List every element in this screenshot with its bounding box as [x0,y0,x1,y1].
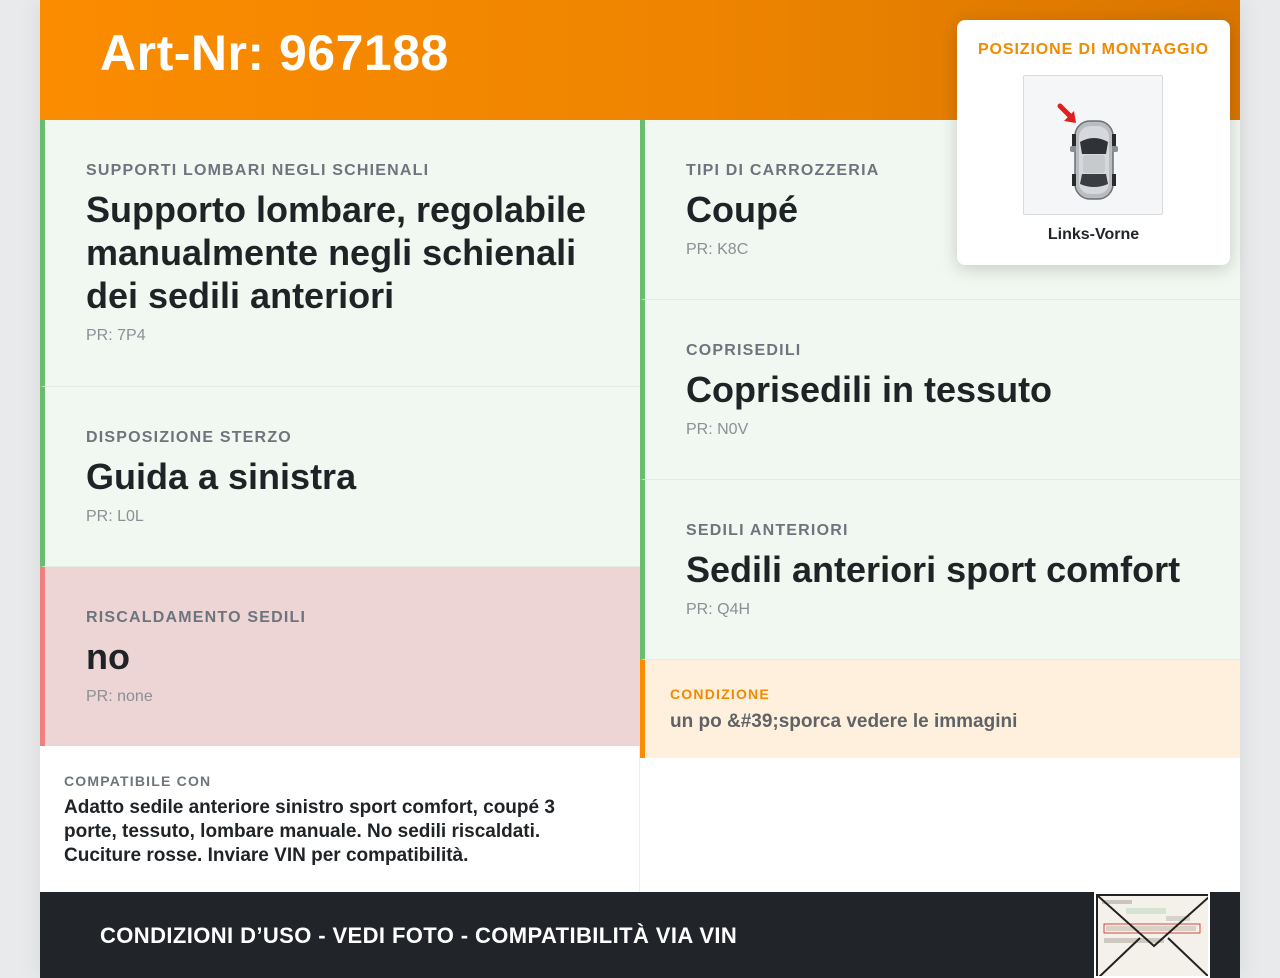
feature-label: SEDILI ANTERIORI [686,522,849,539]
condition-box [640,660,1240,758]
feature-value: Supporto lombare, regolabile manualmente negli schienali dei sedili anteriori [86,189,587,316]
feature-value: Guida a sinistra [86,456,357,497]
feature-value: Sedili anteriori sport comfort [686,549,1181,590]
feature-pr-code: PR: K8C [686,241,749,258]
car-top-view-icon [1023,75,1163,215]
feature-card-steering [40,387,640,567]
condition-text: un po &#39;sporca vedere le immagini [670,711,1018,732]
label-photo-image [1096,894,1210,978]
feature-label: TIPI DI CARROZZERIA [686,162,880,179]
compatibility-box [40,746,640,892]
feature-pr-code: PR: none [86,688,153,705]
feature-value: Coprisedili in tessuto [686,369,1053,410]
feature-card-front-seats [640,480,1240,660]
feature-card-seat-covers [640,300,1240,480]
label-photo-thumbnail[interactable] [1094,892,1210,978]
feature-card-seat-heating [40,567,640,747]
feature-pr-code: PR: L0L [86,508,144,525]
feature-value: Coupé [686,189,798,230]
feature-pr-code: PR: Q4H [686,601,751,618]
footer-bar [40,892,1240,978]
article-number-title: Art-Nr: 967188 [100,25,449,81]
feature-label: DISPOSIZIONE STERZO [86,429,292,446]
feature-label: SUPPORTI LOMBARI NEGLI SCHIENALI [86,162,430,179]
feature-card-lumbar [40,120,640,387]
mounting-position-card [957,20,1230,265]
condition-label: CONDIZIONE [670,686,770,702]
compatibility-text: Adatto sedile anteriore sinistro sport comfort, coupé 3 porte, tessuto, lombare manuale. No sedili riscaldati. Cuciture rosse. Inviare VIN per compatibilità. [64,797,555,866]
feature-label: COPRISEDILI [686,342,802,359]
mounting-position-title: POSIZIONE DI MONTAGGIO [977,41,1210,58]
feature-value: no [86,636,130,677]
footer-terms-text: CONDIZIONI D’USO - VEDI FOTO - COMPATIBILITÀ VIA VIN [100,923,738,948]
mounting-position-value: Links-Vorne [1047,226,1140,243]
compatibility-label: COMPATIBILE CON [64,773,212,789]
feature-pr-code: PR: N0V [686,421,749,438]
feature-label: RISCALDAMENTO SEDILI [86,609,307,626]
feature-pr-code: PR: 7P4 [86,327,146,344]
